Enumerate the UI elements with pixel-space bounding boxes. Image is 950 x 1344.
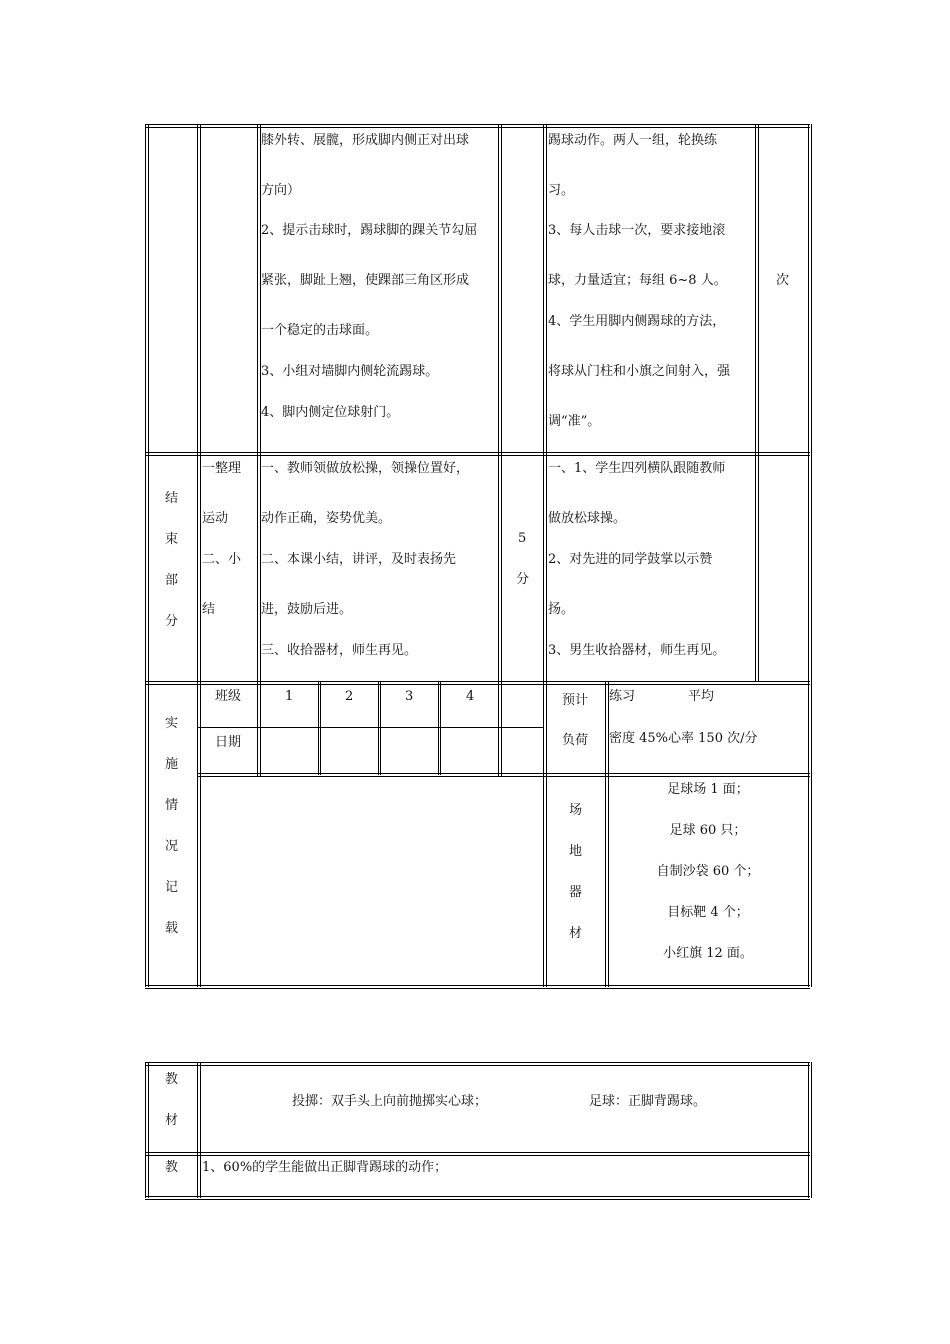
table-border-top — [145, 124, 810, 128]
equipment-item: 目标靶 4 个； — [667, 905, 749, 920]
row-divider — [198, 727, 543, 728]
material-label-char: 教 — [165, 1072, 179, 1087]
col-divider — [257, 124, 261, 776]
col-divider — [318, 682, 319, 775]
table-border-right — [808, 1062, 812, 1198]
equipment-item: 自制沙袋 60 个； — [656, 864, 760, 879]
equipment-item: 小红旗 12 面。 — [663, 946, 753, 961]
table-border-left — [145, 124, 149, 987]
organization-line: 扬。 — [548, 602, 575, 617]
organization-line: 做放松球操。 — [548, 511, 627, 526]
content-line: 结 — [202, 602, 216, 617]
venue-char: 材 — [569, 926, 583, 941]
section-char: 况 — [165, 839, 179, 854]
load-text: 平均 — [688, 689, 715, 704]
row-divider — [145, 681, 810, 685]
venue-char: 器 — [569, 885, 583, 900]
requirement-line: 二、本课小结，讲评，及时表扬先 — [261, 552, 457, 567]
organization-line: 3、男生收拾器材，师生再见。 — [548, 643, 726, 658]
class-label: 班级 — [215, 689, 242, 704]
organization-line: 习。 — [548, 183, 575, 198]
load-text: 密度 45%心率 150 次/分 — [609, 731, 758, 746]
table-border-top — [145, 1062, 810, 1066]
date-label: 日期 — [215, 735, 242, 750]
col-divider — [498, 124, 502, 776]
row-divider — [145, 452, 810, 456]
row-divider — [198, 773, 810, 777]
requirement-line: 膝外转、展髋，形成脚内侧正对出球 — [261, 133, 470, 148]
venue-char: 场 — [569, 803, 583, 818]
row-divider — [145, 1152, 810, 1156]
section-char: 结 — [165, 491, 179, 506]
equipment-item: 足球场 1 面； — [667, 782, 749, 797]
table-border-bottom — [145, 1196, 810, 1200]
section-char: 施 — [165, 757, 179, 772]
organization-line: 球，力量适宜；每组 6~8 人。 — [548, 273, 727, 288]
requirement-line: 紧张，脚趾上翘，使踝部三角区形成 — [261, 273, 470, 288]
col-divider — [320, 682, 321, 775]
col-divider — [380, 682, 381, 775]
requirement-line: 2、提示击球时，踢球脚的踝关节勾屈 — [261, 223, 478, 238]
section-char: 部 — [165, 573, 179, 588]
load-unit: 次 — [776, 273, 790, 288]
requirement-line: 三、收拾器材，师生再见。 — [261, 643, 418, 658]
requirement-line: 3、小组对墙脚内侧轮流踢球。 — [261, 364, 439, 379]
content-line: 运动 — [202, 511, 229, 526]
col-divider — [440, 682, 441, 775]
class-number: 1 — [285, 689, 294, 704]
organization-line: 一、1、学生四列横队跟随教师 — [548, 461, 726, 476]
table-border-right — [808, 124, 812, 987]
class-number: 4 — [466, 689, 475, 704]
content-line: 二、小 — [202, 552, 242, 567]
table-border-bottom — [145, 985, 810, 989]
col-divider — [543, 124, 547, 987]
table-border-left — [145, 1062, 149, 1198]
venue-char: 地 — [569, 844, 583, 859]
section-char: 实 — [165, 716, 179, 731]
organization-line: 调“准”。 — [548, 414, 601, 429]
section-char: 记 — [165, 880, 179, 895]
class-number: 2 — [345, 689, 354, 704]
load-label: 预计 — [562, 693, 589, 708]
goal-line: 1、60%的学生能做出正脚背踢球的动作； — [202, 1160, 448, 1175]
organization-line: 4、学生用脚内侧踢球的方法， — [548, 314, 726, 329]
col-divider — [755, 124, 759, 682]
organization-line: 踢球动作。两人一组，轮换练 — [548, 133, 718, 148]
requirement-line: 一、教师领做放松操，领操位置好， — [261, 461, 470, 476]
content-line: 一整理 — [202, 461, 242, 476]
equipment-item: 足球 60 只； — [669, 823, 747, 838]
col-divider — [438, 682, 439, 775]
organization-line: 3、每人击球一次，要求接地滚 — [548, 223, 726, 238]
section-char: 分 — [165, 614, 179, 629]
section-char: 情 — [165, 798, 179, 813]
material-item: 投掷：双手头上向前抛掷实心球； — [292, 1094, 488, 1109]
organization-line: 将球从门柱和小旗之间射入，强 — [548, 364, 731, 379]
requirement-line: 一个稳定的击球面。 — [261, 323, 379, 338]
load-label: 负荷 — [562, 733, 589, 748]
section-char: 束 — [165, 532, 179, 547]
requirement-line: 方向） — [261, 183, 301, 198]
col-divider — [378, 682, 379, 775]
time-unit: 分 — [516, 572, 530, 587]
material-label-char: 材 — [165, 1113, 179, 1128]
time-value: 5 — [518, 531, 527, 546]
requirement-line: 进，鼓励后进。 — [261, 602, 353, 617]
col-divider — [197, 1062, 201, 1198]
requirement-line: 动作正确，姿势优美。 — [261, 511, 392, 526]
section-char: 载 — [165, 921, 179, 936]
col-divider — [197, 124, 201, 987]
goal-label-char: 教 — [165, 1160, 179, 1175]
material-item: 足球：正脚背踢球。 — [589, 1094, 707, 1109]
load-text: 练习 — [609, 689, 636, 704]
requirement-line: 4、脚内侧定位球射门。 — [261, 405, 400, 420]
class-number: 3 — [405, 689, 414, 704]
organization-line: 2、对先进的同学鼓掌以示赞 — [548, 552, 713, 567]
